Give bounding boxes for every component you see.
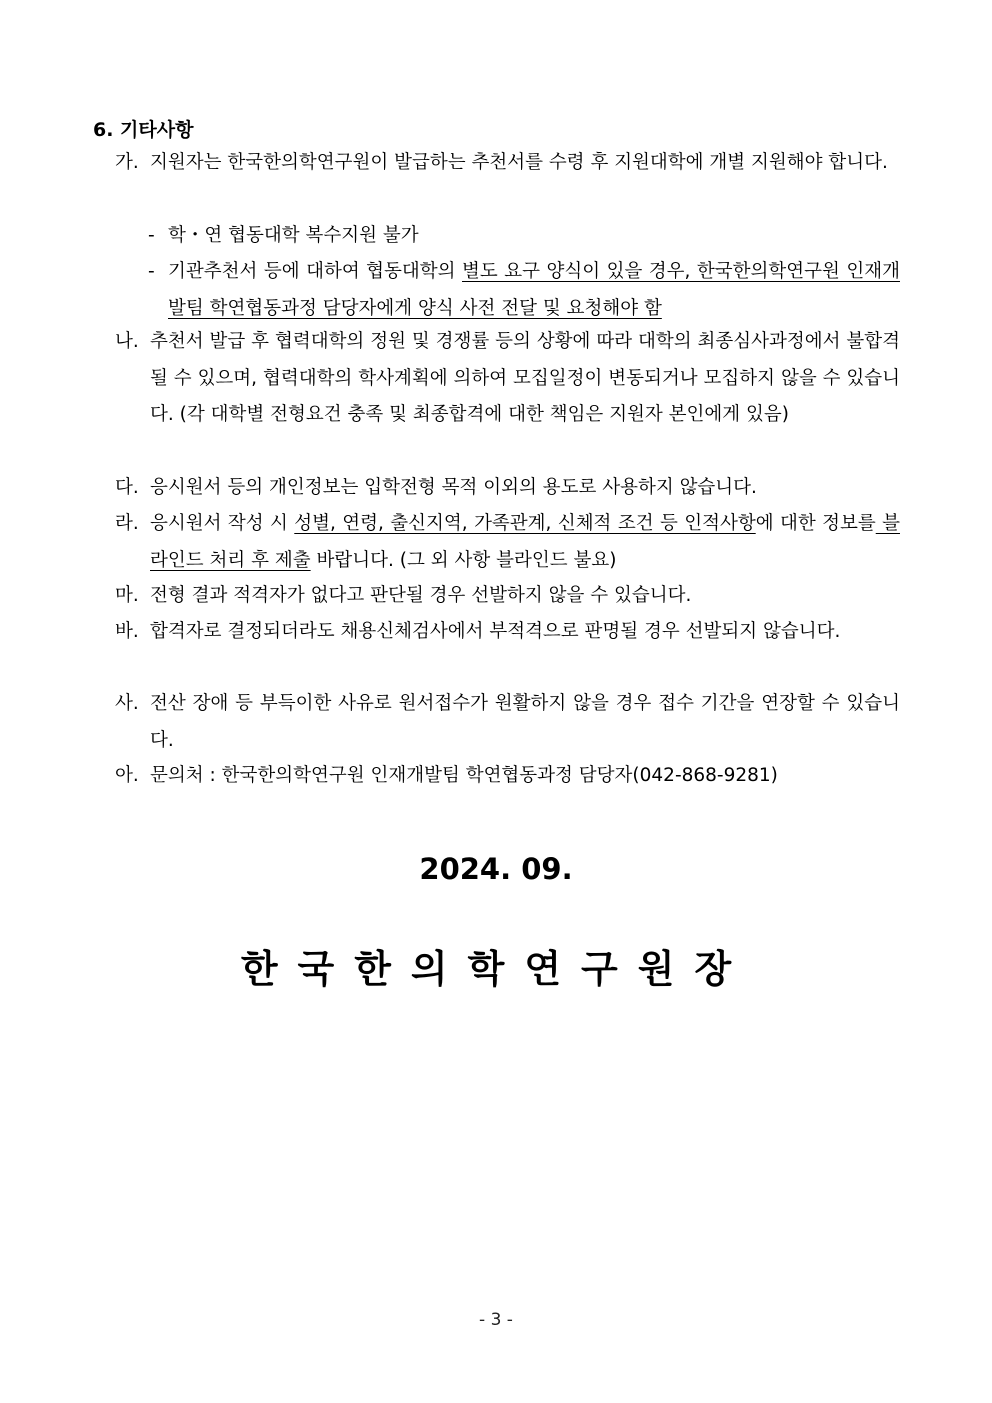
item-marker: 나. <box>115 331 139 352</box>
item-text: 문의처 : 한국한의학연구원 인재개발팀 학연협동과정 담당자(042-868-9281) <box>150 765 778 786</box>
item-text: 전산 장애 등 부득이한 사유로 원서접수가 원활하지 않을 경우 접수 기간을 연장할 수 있습니다. <box>150 693 900 751</box>
sub-item-recommendation-form <box>148 254 900 327</box>
underlined-text: 별도 요구 양식이 있을 경우, 한국한의학연구원 인재개발팀 학연협동과정 담당자에게 양식 사전 전달 및 요청해야 함 <box>168 261 900 319</box>
item-text: 합격자로 결정되더라도 채용신체검사에서 부적격으로 판명될 경우 선발되지 않습니다. <box>150 621 841 642</box>
sub-item-text-pre: 기관추천서 등에 대하여 협동대학의 <box>168 261 463 282</box>
list-item-ra <box>115 506 900 579</box>
dash-marker: - <box>148 261 155 282</box>
list-item-sa <box>115 686 900 759</box>
issuer-name: 한국한의학연구원장 <box>240 947 752 991</box>
list-item-a <box>115 758 900 795</box>
underlined-text: 블라인드 처리 후 제출 <box>150 513 900 571</box>
list-item-da <box>115 470 900 507</box>
item-text-mid: 에 대한 정보를 <box>755 513 876 534</box>
item-marker: 마. <box>115 585 139 606</box>
underlined-text: 성별, 연령, 출신지역, 가족관계, 신체적 조건 등 인적사항 <box>294 513 756 534</box>
list-item-ba <box>115 614 900 651</box>
sub-item-text <box>168 254 900 327</box>
item-marker: 바. <box>115 621 139 642</box>
item-marker: 아. <box>115 765 139 786</box>
sub-item-text: 학・연 협동대학 복수지원 불가 <box>168 225 419 246</box>
item-marker: 다. <box>115 477 139 498</box>
dash-marker: - <box>148 225 155 246</box>
document-date: 2024. 09. <box>419 852 573 886</box>
list-item-ma <box>115 578 900 615</box>
item-text: 추천서 발급 후 협력대학의 정원 및 경쟁률 등의 상황에 따라 대학의 최종심사과정에서 불합격될 수 있으며, 협력대학의 학사계획에 의하여 모집일정이 변동되거나 모집하지 않을 수 있습니다. (각 대학별 전형요건 충족 및 최종합격에 대한 책임은 지원자 본인에게 있음) <box>150 331 900 426</box>
list-item-na <box>115 324 900 434</box>
item-text <box>150 506 900 579</box>
item-text-post: 바랍니다. (그 외 사항 블라인드 불요) <box>310 549 617 571</box>
sub-item-multi-apply <box>148 218 900 255</box>
item-text: 응시원서 등의 개인정보는 입학전형 목적 이외의 용도로 사용하지 않습니다. <box>150 477 757 498</box>
item-marker: 라. <box>115 513 139 534</box>
page-number: - 3 - <box>479 1310 513 1330</box>
item-text: 지원자는 한국한의학연구원이 발급하는 추천서를 수령 후 지원대학에 개별 지원해야 합니다. <box>150 152 888 173</box>
list-item-ga <box>115 145 900 182</box>
section-title: 6. 기타사항 <box>93 119 194 141</box>
item-text-pre: 응시원서 작성 시 <box>150 513 295 534</box>
item-marker: 사. <box>115 693 139 714</box>
item-marker: 가. <box>115 152 139 173</box>
item-text: 전형 결과 적격자가 없다고 판단될 경우 선발하지 않을 수 있습니다. <box>150 585 692 606</box>
